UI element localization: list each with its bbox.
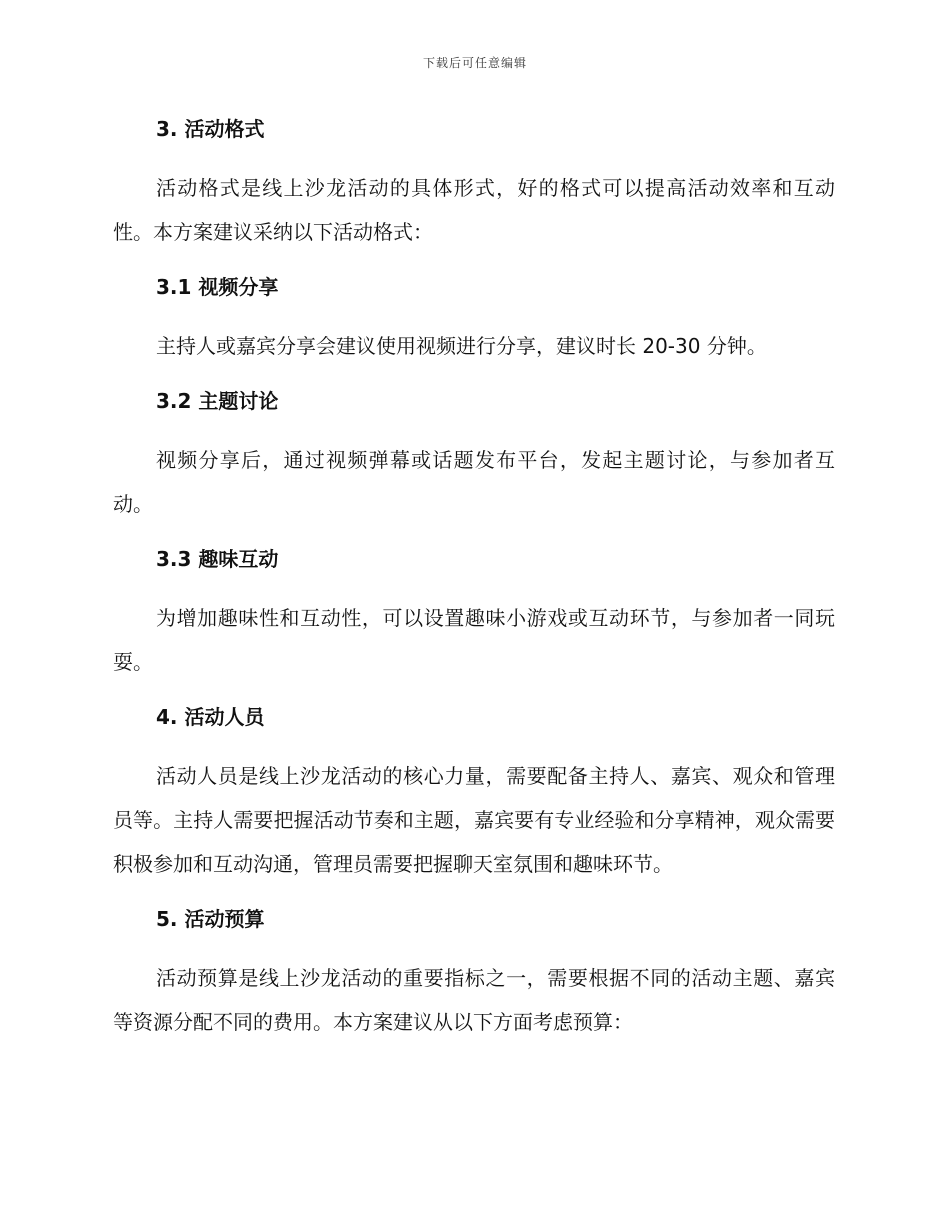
section-paragraph-3-1: 主持人或嘉宾分享会建议使用视频进行分享，建议时长 20-30 分钟。 xyxy=(156,334,767,358)
section-paragraph-3-3: 为增加趣味性和互动性，可以设置趣味小游戏或互动环节，与参加者一同玩耍。 xyxy=(113,606,835,674)
section-paragraph-3-2: 视频分享后，通过视频弹幕或话题发布平台，发起主题讨论，与参加者互动。 xyxy=(113,448,835,516)
section-paragraph-4: 活动人员是线上沙龙活动的核心力量，需要配备主持人、嘉宾、观众和管理员等。主持人需要把握活动节奏和主题，嘉宾要有专业经验和分享精神，观众需要积极参加和互动沟通，管理员需要把握聊天室氛围和趣味环节。 xyxy=(113,764,835,876)
section-paragraph-3: 活动格式是线上沙龙活动的具体形式，好的格式可以提高活动效率和互动性。本方案建议采纳以下活动格式： xyxy=(113,176,835,244)
section-heading-5: 5. 活动预算 xyxy=(156,907,265,931)
document-body xyxy=(113,112,835,1044)
section-paragraph-5: 活动预算是线上沙龙活动的重要指标之一，需要根据不同的活动主题、嘉宾等资源分配不同的费用。本方案建议从以下方面考虑预算： xyxy=(113,966,835,1034)
section-heading-3-1: 3.1 视频分享 xyxy=(156,275,279,299)
section-heading-3-2: 3.2 主题讨论 xyxy=(156,389,279,413)
section-heading-3: 3. 活动格式 xyxy=(156,117,265,141)
header-note: 下载后可任意编辑 xyxy=(422,56,527,70)
section-heading-3-3: 3.3 趣味互动 xyxy=(156,547,279,571)
section-heading-4: 4. 活动人员 xyxy=(156,705,265,729)
